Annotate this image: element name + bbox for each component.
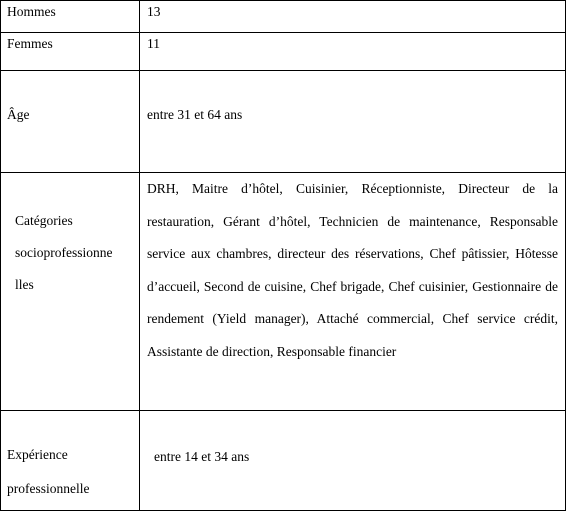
row-label-line: Expérience bbox=[7, 447, 68, 462]
row-label: Hommes bbox=[7, 4, 56, 19]
row-label-line: socioprofessionne bbox=[15, 245, 113, 260]
row-label-line: Catégories bbox=[15, 213, 73, 228]
row-value-cell bbox=[140, 33, 566, 71]
row-value-cell bbox=[140, 71, 566, 173]
row-value: entre 31 et 64 ans bbox=[147, 107, 243, 122]
row-label bbox=[1, 411, 139, 506]
row-value-cell bbox=[140, 173, 566, 411]
table-row-hommes bbox=[1, 1, 566, 33]
row-label-cell bbox=[1, 33, 140, 71]
row-value-cell bbox=[140, 411, 566, 511]
row-value-cell bbox=[140, 1, 566, 33]
row-label bbox=[1, 173, 139, 301]
row-label-cell bbox=[1, 173, 140, 411]
row-label-line: professionnelle bbox=[7, 481, 90, 496]
row-label-cell bbox=[1, 411, 140, 511]
table-row-femmes bbox=[1, 33, 566, 71]
row-value: entre 14 et 34 ans bbox=[154, 449, 250, 464]
row-value: DRH, Maitre d’hôtel, Cuisinier, Réceptionniste, Directeur de la restauration, Gérant d’hôtel, Technicien de maintenance, Responsable service aux chambres, directeur des réservations, Chef pâtissier, Hôtesse d’accueil, Second de cuisine, Chef brigade, Chef cuisinier, Gestionnaire de rendement (Yield manager), Attaché commercial, Chef service crédit, Assistante de direction, Responsable financier bbox=[147, 181, 558, 359]
row-label-line: lles bbox=[15, 277, 34, 292]
row-label: Âge bbox=[7, 107, 30, 122]
row-value: 11 bbox=[147, 36, 160, 51]
table-row-experience bbox=[1, 411, 566, 511]
table-row-categories bbox=[1, 173, 566, 411]
table-row-age bbox=[1, 71, 566, 173]
row-label-cell bbox=[1, 1, 140, 33]
row-label: Femmes bbox=[7, 36, 53, 51]
row-label-cell bbox=[1, 71, 140, 173]
row-value: 13 bbox=[147, 4, 161, 19]
